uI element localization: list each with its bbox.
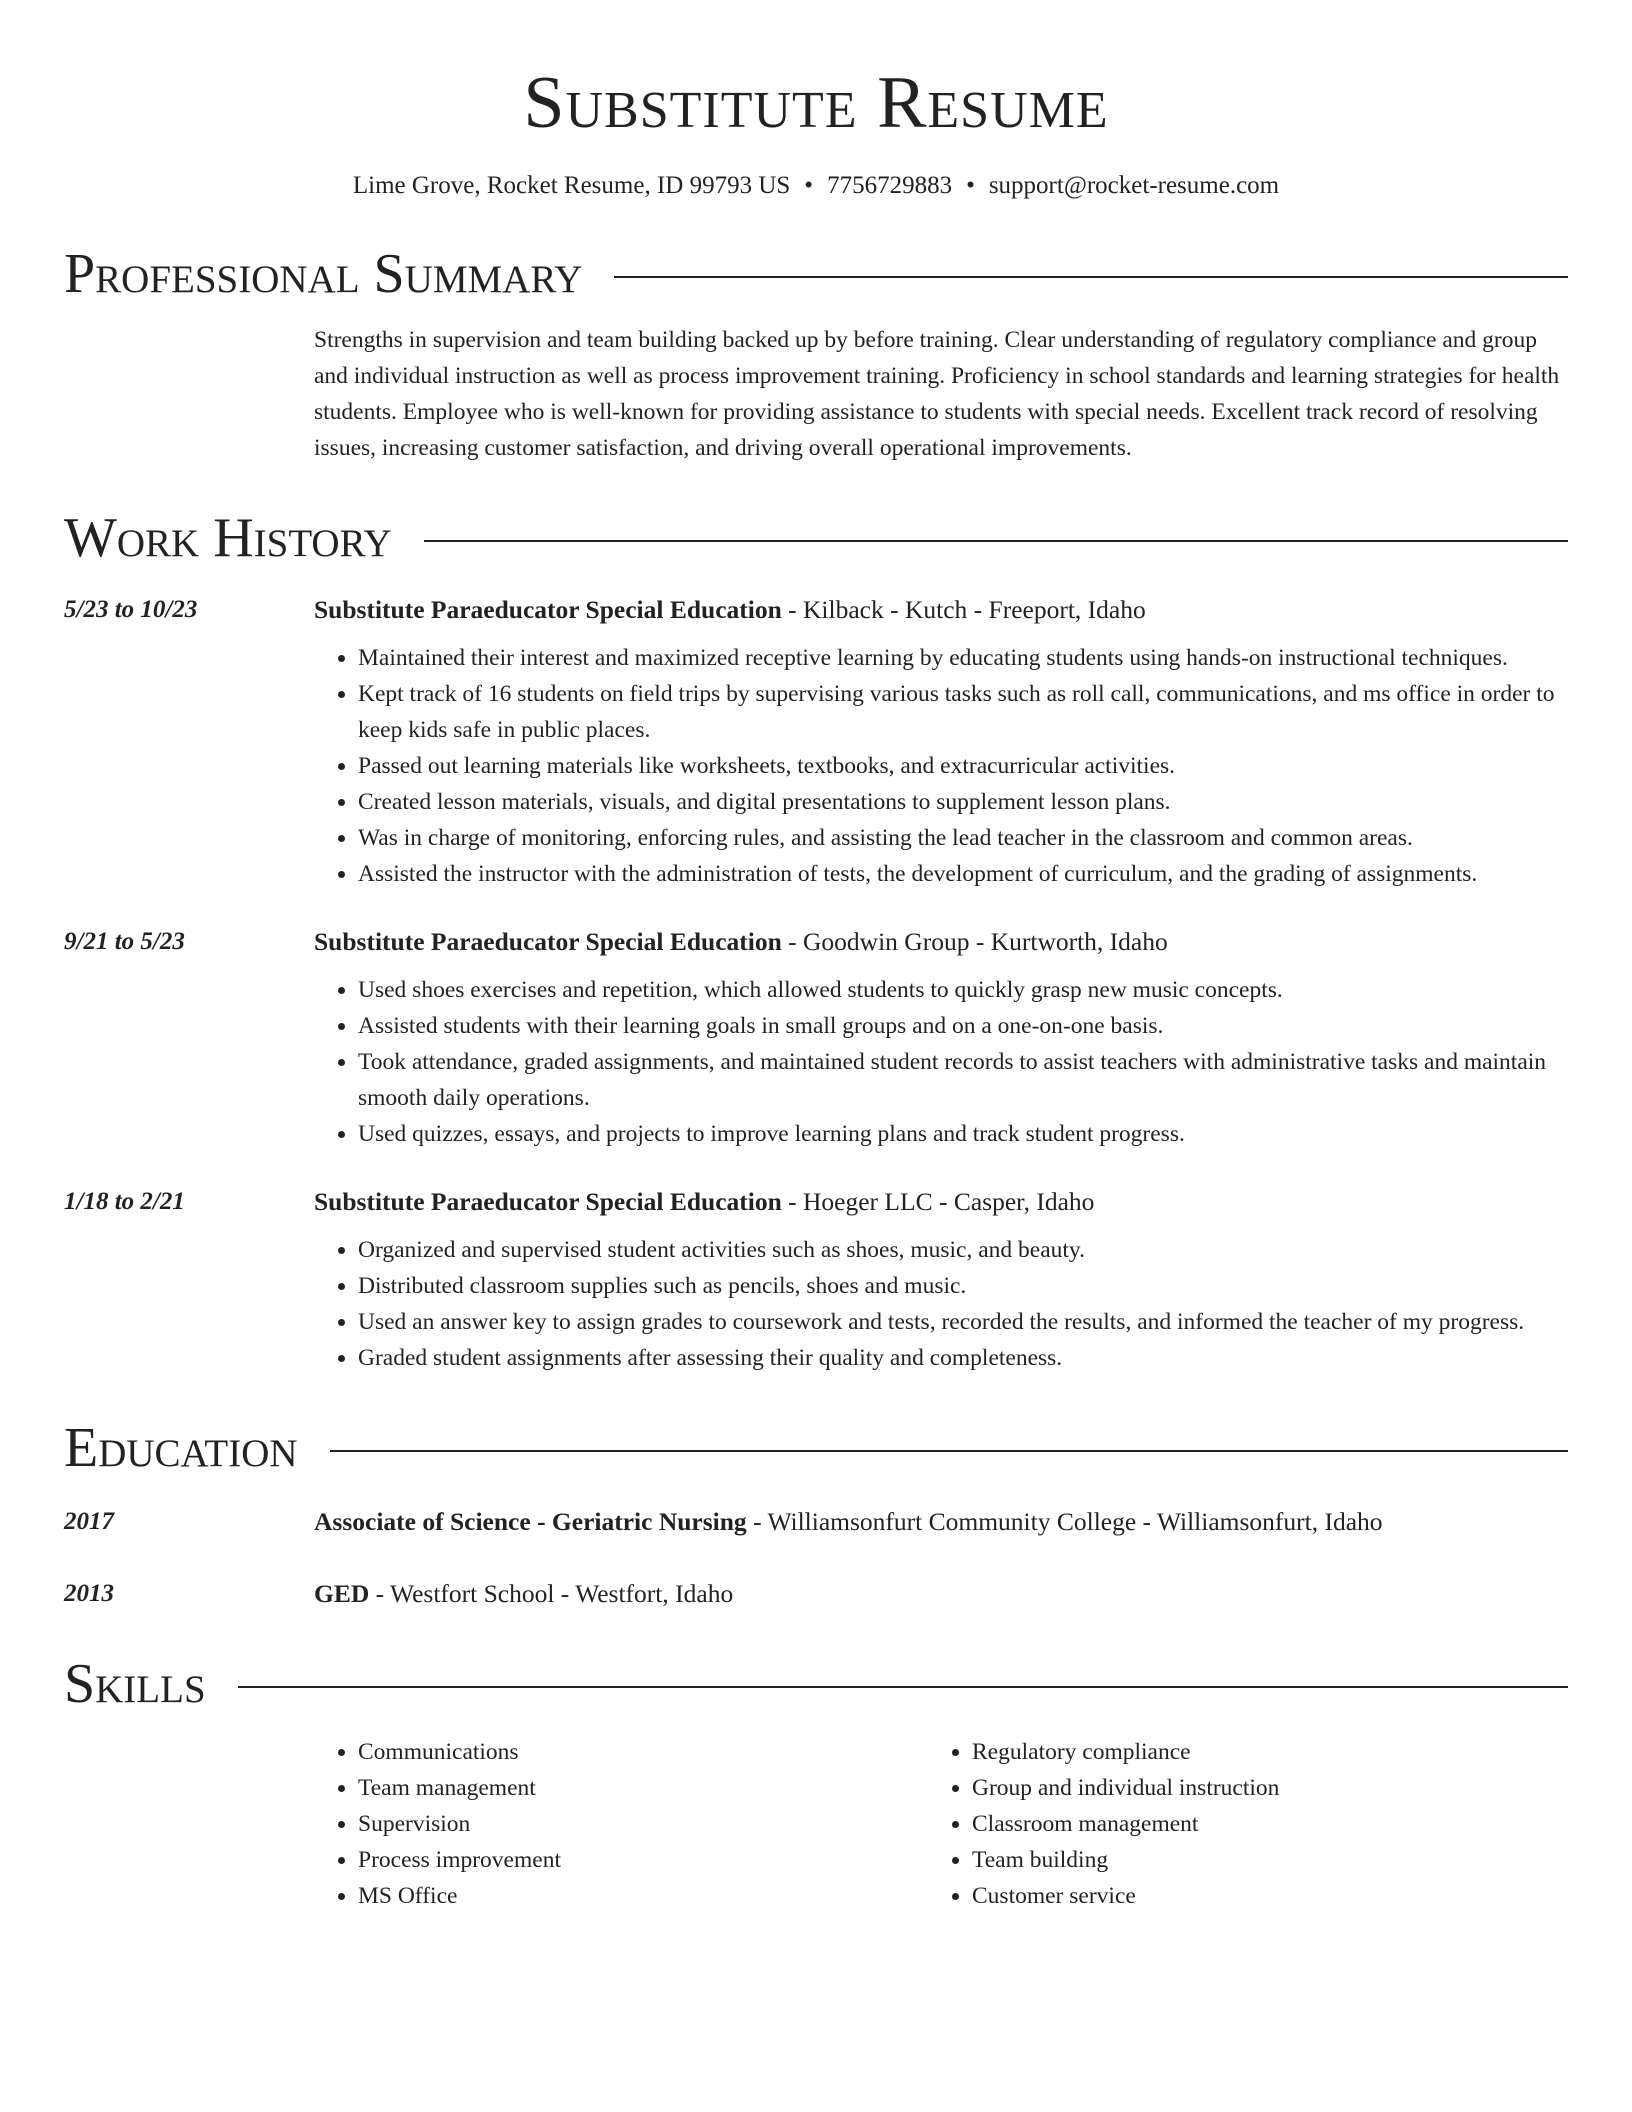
work-history-list: [64, 592, 1568, 1376]
job-bullet: • Assisted students with their learning goals in small groups and on a one-on-one basis.: [358, 1008, 1568, 1044]
job-title-line: [314, 924, 1568, 960]
job-dates: 9/21 to 5/23: [64, 928, 185, 955]
education-year: 2013: [64, 1580, 114, 1607]
section-divider: [238, 1686, 1568, 1688]
work-section-header: [64, 508, 1568, 568]
skills-column-left: [314, 1734, 928, 1914]
job-dates: 1/18 to 2/21: [64, 1188, 185, 1215]
skill-item: • Supervision: [358, 1806, 928, 1842]
job-body: [314, 592, 1568, 892]
education-heading: Education: [64, 1417, 298, 1479]
contact-separator: •: [966, 172, 975, 199]
job-entry: [64, 592, 1568, 892]
job-title: Substitute Paraeducator Special Education: [314, 927, 782, 956]
section-divider: [424, 540, 1568, 542]
education-section-header: [64, 1418, 1568, 1478]
work-heading: Work History: [64, 507, 392, 569]
skills-list: [314, 1734, 1568, 1914]
resume-name: Substitute Resume: [523, 62, 1109, 144]
education-entry: [64, 1576, 1568, 1612]
skill-item: • Team building: [972, 1842, 1542, 1878]
job-bullet: • Was in charge of monitoring, enforcing rules, and assisting the lead teacher in the classroom and common areas.: [358, 820, 1568, 856]
job-bullet: • Used an answer key to assign grades to coursework and tests, recorded the results, and informed the teacher of my progress.: [358, 1304, 1568, 1340]
job-dates: 5/23 to 10/23: [64, 596, 198, 623]
education-entry: [64, 1504, 1568, 1540]
job-body: [314, 1184, 1568, 1376]
skill-item: • Classroom management: [972, 1806, 1542, 1842]
education-details: - Westfort School - Westfort, Idaho: [369, 1579, 734, 1608]
education-degree: GED: [314, 1579, 370, 1608]
job-bullet: • Took attendance, graded assignments, and maintained student records to assist teachers with administrative tasks and maintain smooth daily operations.: [358, 1044, 1568, 1116]
summary-section-header: [64, 244, 1568, 304]
education-details: - Williamsonfurt Community College - Williamsonfurt, Idaho: [746, 1507, 1383, 1536]
education-body: [314, 1576, 1568, 1612]
contact-line: [64, 170, 1568, 202]
job-bullets: [314, 640, 1568, 892]
skill-item: • Group and individual instruction: [972, 1770, 1542, 1806]
job-entry: [64, 924, 1568, 1152]
job-title-line: [314, 1184, 1568, 1220]
job-details: - Kilback - Kutch - Freeport, Idaho: [781, 595, 1146, 624]
job-bullet: • Graded student assignments after assessing their quality and completeness.: [358, 1340, 1568, 1376]
job-details: - Goodwin Group - Kurtworth, Idaho: [781, 927, 1168, 956]
job-bullet: • Used quizzes, essays, and projects to improve learning plans and track student progress.: [358, 1116, 1568, 1152]
job-bullet: • Maintained their interest and maximized receptive learning by educating students using hands-on instructional techniques.: [358, 640, 1568, 676]
job-bullet: • Assisted the instructor with the administration of tests, the development of curriculum, and the grading of assignments.: [358, 856, 1568, 892]
job-bullet: • Organized and supervised student activities such as shoes, music, and beauty.: [358, 1232, 1568, 1268]
contact-address: Lime Grove, Rocket Resume, ID 99793 US: [352, 172, 791, 199]
education-line: [314, 1576, 1568, 1612]
job-body: [314, 924, 1568, 1152]
job-title: Substitute Paraeducator Special Education: [314, 595, 782, 624]
skills-column-right: [928, 1734, 1542, 1914]
contact-separator: •: [804, 172, 814, 199]
job-bullet: • Passed out learning materials like worksheets, textbooks, and extracurricular activities.: [358, 748, 1568, 784]
job-bullet: • Created lesson materials, visuals, and digital presentations to supplement lesson plans.: [358, 784, 1568, 820]
skill-item: • Communications: [358, 1734, 928, 1770]
skills-section-header: [64, 1654, 1568, 1714]
skill-item: • Team management: [358, 1770, 928, 1806]
job-details: - Hoeger LLC - Casper, Idaho: [781, 1187, 1095, 1216]
job-title-line: [314, 592, 1568, 628]
job-bullets: [314, 972, 1568, 1152]
education-line: [314, 1504, 1568, 1540]
skill-item: • Customer service: [972, 1878, 1542, 1914]
contact-email: support@rocket-resume.com: [988, 172, 1280, 199]
summary-heading: Professional Summary: [64, 243, 583, 305]
section-divider: [330, 1450, 1568, 1452]
skills-heading: Skills: [64, 1653, 206, 1715]
education-body: [314, 1504, 1568, 1540]
job-bullet: • Distributed classroom supplies such as pencils, shoes and music.: [358, 1268, 1568, 1304]
job-bullets: [314, 1232, 1568, 1376]
summary-text: Strengths in supervision and team building backed up by before training. Clear understanding of regulatory compliance and group and individual instruction as well as process improvement training. Proficiency in school standards and learning strategies for health students. Employee who is well-known for providing assistance to students with special needs. Excellent track record of resolving issues, increasing customer satisfaction, and driving overall operational improvements.: [314, 327, 1560, 461]
skill-item: • MS Office: [358, 1878, 928, 1914]
education-year: 2017: [64, 1508, 114, 1535]
skill-item: • Regulatory compliance: [972, 1734, 1542, 1770]
job-bullet: • Used shoes exercises and repetition, which allowed students to quickly grasp new music concepts.: [358, 972, 1568, 1008]
contact-phone: 7756729883: [827, 172, 953, 199]
job-entry: [64, 1184, 1568, 1376]
job-bullet: • Kept track of 16 students on field trips by supervising various tasks such as roll call, communications, and ms office in order to keep kids safe in public places.: [358, 676, 1568, 748]
job-title: Substitute Paraeducator Special Education: [314, 1187, 782, 1216]
skill-item: • Process improvement: [358, 1842, 928, 1878]
education-degree: Associate of Science - Geriatric Nursing: [314, 1507, 747, 1536]
section-divider: [614, 276, 1568, 278]
education-list: [64, 1504, 1568, 1612]
